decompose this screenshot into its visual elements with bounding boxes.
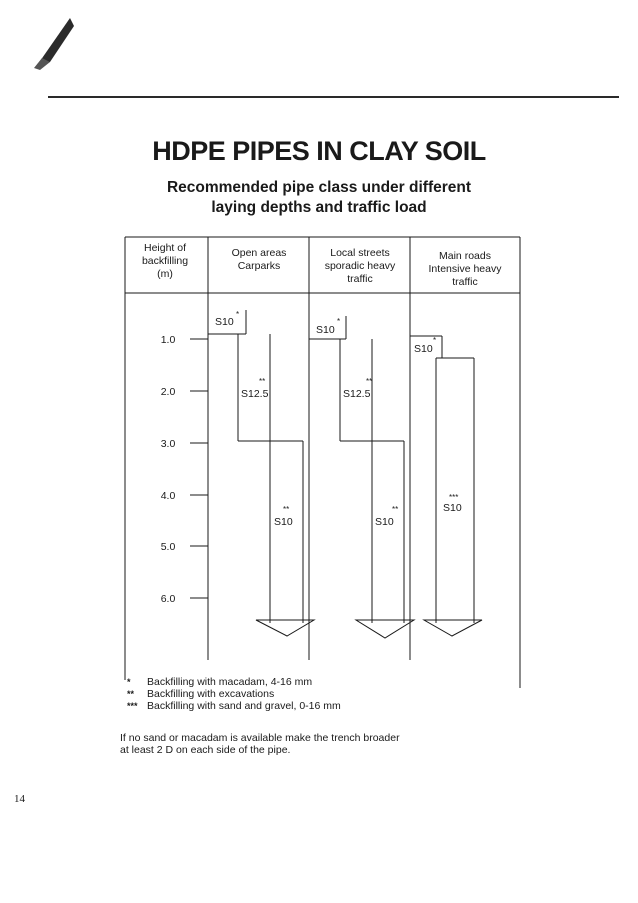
- local-mark-1: *: [337, 317, 341, 326]
- depth-label: 1.0: [160, 334, 176, 346]
- footnote-row: [115, 676, 341, 688]
- local-class-s10-bottom: S10: [375, 516, 394, 528]
- local-pipe-arrow: [356, 620, 414, 638]
- subtitle-line-1: Recommended pipe class under different: [166, 179, 472, 196]
- main-mark-1: *: [433, 336, 437, 345]
- footnote-row: [115, 700, 341, 712]
- subtitle-line-2: laying depths and traffic load: [211, 199, 427, 216]
- remark-line-2: at least 2 D on each side of the pipe.: [120, 744, 291, 756]
- header-main-line1: Main roads: [439, 250, 491, 262]
- footnote-text: Backfilling with excavations: [147, 688, 275, 700]
- header-height-line2: backfilling: [141, 255, 189, 267]
- depth-label: 2.0: [160, 386, 176, 398]
- header-height-line3: (m): [157, 268, 173, 280]
- trench-remark: [120, 732, 440, 756]
- header-main-line3: traffic: [452, 276, 478, 288]
- page-title: HDPE PIPES IN CLAY SOIL: [152, 136, 486, 166]
- main-class-s10-bottom: S10: [443, 502, 462, 514]
- depth-label: 3.0: [160, 438, 176, 450]
- local-mark-2b: **: [392, 505, 399, 514]
- open-mark-1: *: [236, 310, 240, 319]
- footnote-mark: *: [127, 677, 131, 687]
- footnote-row: [115, 688, 341, 700]
- footnote-mark: **: [127, 689, 135, 699]
- open-mark-2b: **: [283, 505, 290, 514]
- footnote-text: Backfilling with sand and gravel, 0-16 mm: [147, 700, 341, 712]
- depth-label: 5.0: [160, 541, 176, 553]
- header-local-line2: sporadic heavy: [324, 260, 396, 272]
- remark-line-1: If no sand or macadam is available make the trench broader: [120, 732, 400, 744]
- open-class-s10-top: S10: [215, 316, 234, 328]
- local-class-s10-top: S10: [316, 324, 335, 336]
- header-open-line2: Carparks: [237, 260, 281, 272]
- page-number: 14: [14, 793, 25, 805]
- open-class-s10-bottom: S10: [274, 516, 293, 528]
- header-main-line2: Intensive heavy: [428, 263, 502, 275]
- main-mark-3: ***: [449, 493, 459, 502]
- main-class-s10-top: S10: [414, 343, 433, 355]
- depth-label: 6.0: [160, 593, 176, 605]
- open-pipe-arrow: [256, 620, 314, 636]
- depth-label: 4.0: [160, 490, 176, 502]
- footnote-mark: ***: [127, 701, 138, 711]
- footnote-text: Backfilling with macadam, 4-16 mm: [147, 676, 313, 688]
- header-height-line1: Height of: [143, 242, 187, 254]
- open-class-s12: S12.5: [241, 388, 269, 400]
- header-open-line1: Open areas: [231, 247, 287, 259]
- footnotes: [115, 676, 341, 712]
- open-mark-2: **: [259, 377, 266, 386]
- local-mark-2: **: [366, 377, 373, 386]
- local-class-s12: S12.5: [343, 388, 371, 400]
- main-pipe-arrow: [424, 620, 482, 636]
- header-local-line3: traffic: [347, 273, 373, 285]
- header-local-line1: Local streets: [330, 247, 390, 259]
